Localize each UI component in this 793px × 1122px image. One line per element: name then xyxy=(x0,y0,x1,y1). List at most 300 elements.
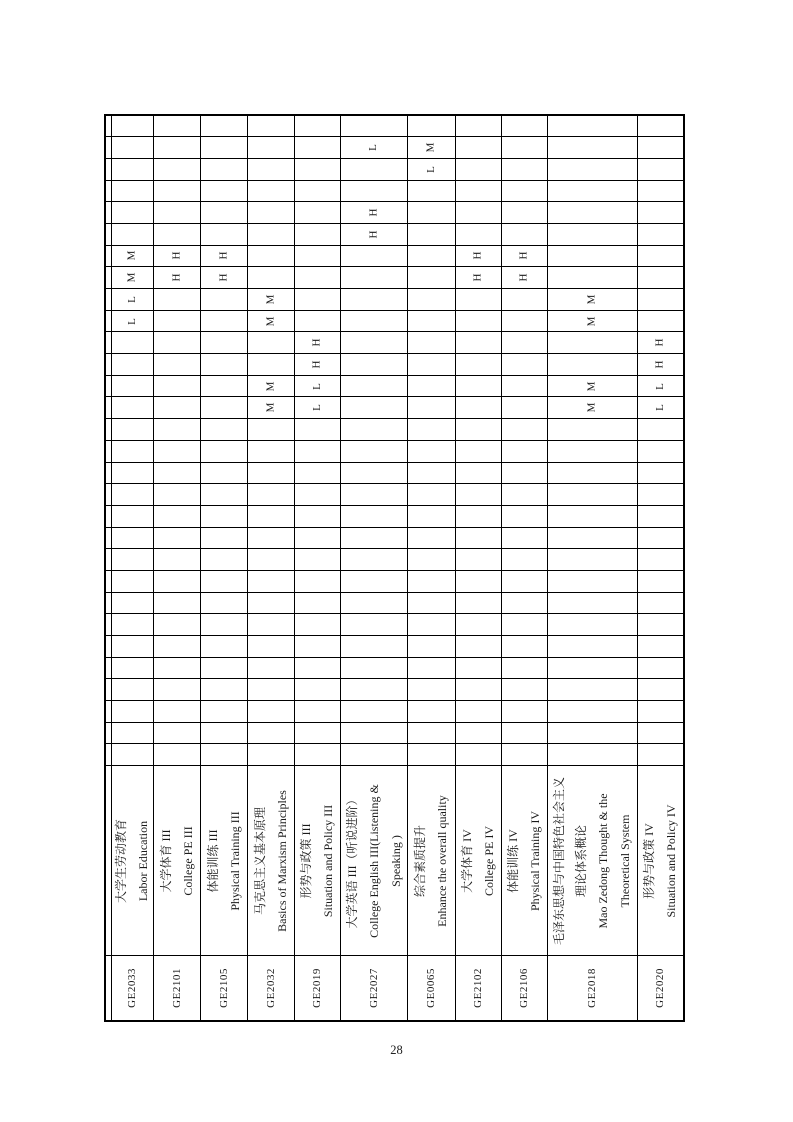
mark-cell-GE2101-r3 xyxy=(153,158,200,180)
course-code-row xyxy=(105,956,684,1021)
mark-cell-GE2018-r19 xyxy=(547,505,637,527)
mark-cell-GE2020-r14 xyxy=(637,397,684,419)
mark-cell-GE2105-r2 xyxy=(200,137,247,159)
indicator-row-30 xyxy=(105,744,684,766)
mark-cell-GE2019-r5 xyxy=(294,202,340,224)
mark-cell-GE2027-r28 xyxy=(340,701,407,723)
mark-value: H xyxy=(169,251,182,260)
mark-cell-GE2102-r1 xyxy=(455,115,501,137)
mark-cell-GE0065-r21 xyxy=(407,549,455,571)
mark-cell-GE2018-r13 xyxy=(547,375,637,397)
mark-value: H xyxy=(471,251,484,260)
mark-cell-GE2027-r21 xyxy=(340,549,407,571)
mark-cell-GE2018-r22 xyxy=(547,570,637,592)
mark-cell-GE2020-r4 xyxy=(637,180,684,202)
mark-cell-GE2102-r30 xyxy=(455,744,501,766)
mark-cell-GE0065-r11 xyxy=(407,332,455,354)
mark-cell-GE2105-r13 xyxy=(200,375,247,397)
course-code-cell-GE2033 xyxy=(111,956,153,1021)
mark-cell-GE2106-r11 xyxy=(501,332,547,354)
mark-cell-GE2019-r30 xyxy=(294,744,340,766)
rotated-text-wrapper xyxy=(408,766,455,955)
mark-cell-GE2032-r19 xyxy=(247,505,294,527)
mark-cell-GE2101-r24 xyxy=(153,614,200,636)
mark-cell-GE0065-r4 xyxy=(407,180,455,202)
mark-cell-GE2019-r29 xyxy=(294,722,340,744)
rotated-text-wrapper xyxy=(154,766,200,955)
mark-cell-GE2027-r19 xyxy=(340,505,407,527)
mark-cell-GE2027-r13 xyxy=(340,375,407,397)
mark-cell-GE2033-r24 xyxy=(111,614,153,636)
mark-cell-GE2032-r27 xyxy=(247,679,294,701)
mark-cell-GE2019-r2 xyxy=(294,137,340,159)
mark-cell-GE2018-r5 xyxy=(547,202,637,224)
mark-value: M xyxy=(585,316,598,326)
mark-cell-GE2018-r6 xyxy=(547,223,637,245)
mark-value: M xyxy=(264,381,276,391)
mark-cell-GE0065-r14 xyxy=(407,397,455,419)
mark-cell-GE2032-r30 xyxy=(247,744,294,766)
mark-cell-GE2033-r16 xyxy=(111,440,153,462)
mark-cell-GE0065-r5 xyxy=(407,202,455,224)
mark-cell-GE2019-r16 xyxy=(294,440,340,462)
mark-cell-GE2019-r27 xyxy=(294,679,340,701)
mark-cell-GE2102-r24 xyxy=(455,614,501,636)
mark-cell-GE2106-r7 xyxy=(501,245,547,267)
mark-cell-GE2101-r28 xyxy=(153,701,200,723)
mark-cell-GE2101-r1 xyxy=(153,115,200,137)
mark-cell-GE2105-r20 xyxy=(200,527,247,549)
mark-cell-GE2018-r30 xyxy=(547,744,637,766)
mark-cell-GE0065-r15 xyxy=(407,419,455,441)
mark-cell-GE2102-r2 xyxy=(455,137,501,159)
mark-cell-GE2106-r24 xyxy=(501,614,547,636)
mark-cell-GE2106-r9 xyxy=(501,289,547,311)
mark-value: L xyxy=(424,165,437,173)
rotated-text-wrapper xyxy=(456,766,501,955)
mark-cell-GE2020-r2 xyxy=(637,137,684,159)
mark-cell-GE2033-r1 xyxy=(111,115,153,137)
mark-cell-GE2106-r26 xyxy=(501,657,547,679)
mark-cell-GE2020-r6 xyxy=(637,223,684,245)
mark-cell-GE2032-r16 xyxy=(247,440,294,462)
mark-cell-GE2102-r22 xyxy=(455,570,501,592)
mark-cell-GE2019-r3 xyxy=(294,158,340,180)
mark-cell-GE2032-r9 xyxy=(247,289,294,311)
mark-cell-GE2105-r24 xyxy=(200,614,247,636)
mark-cell-GE2018-r29 xyxy=(547,722,637,744)
mark-cell-GE2105-r14 xyxy=(200,397,247,419)
mark-cell-GE2033-r30 xyxy=(111,744,153,766)
course-indicator-table xyxy=(104,114,685,1022)
mark-cell-GE2032-r4 xyxy=(247,180,294,202)
course-name-text xyxy=(155,768,199,954)
mark-cell-GE2105-r22 xyxy=(200,570,247,592)
mark-cell-GE2018-r18 xyxy=(547,484,637,506)
mark-cell-GE2018-r4 xyxy=(547,180,637,202)
mark-value: H xyxy=(216,273,229,282)
mark-cell-GE2032-r8 xyxy=(247,267,294,289)
mark-cell-GE2033-r19 xyxy=(111,505,153,527)
mark-cell-GE2027-r18 xyxy=(340,484,407,506)
mark-cell-GE2033-r27 xyxy=(111,679,153,701)
mark-cell-GE2101-r9 xyxy=(153,289,200,311)
mark-cell-GE0065-r2 xyxy=(407,137,455,159)
mark-cell-GE2027-r14 xyxy=(340,397,407,419)
course-code-text: GE2020 xyxy=(654,968,667,1008)
mark-cell-GE2032-r15 xyxy=(247,419,294,441)
course-name-line: 形势与政策 IV xyxy=(642,822,657,899)
mark-cell-GE2019-r9 xyxy=(294,289,340,311)
course-code-text: GE2102 xyxy=(472,968,484,1008)
mark-cell-GE2106-r6 xyxy=(501,223,547,245)
rotated-text-wrapper xyxy=(548,956,637,1020)
mark-cell-GE2102-r17 xyxy=(455,462,501,484)
course-name-line: College English III(Listening & xyxy=(366,783,381,938)
mark-cell-GE2106-r3 xyxy=(501,158,547,180)
mark-cell-GE2101-r30 xyxy=(153,744,200,766)
mark-cell-GE2105-r27 xyxy=(200,679,247,701)
mark-cell-GE2106-r1 xyxy=(501,115,547,137)
rotated-text-wrapper xyxy=(456,956,501,1020)
mark-cell-GE2019-r18 xyxy=(294,484,340,506)
mark-cell-GE2032-r3 xyxy=(247,158,294,180)
mark-cell-GE2033-r17 xyxy=(111,462,153,484)
mark-cell-GE2105-r28 xyxy=(200,701,247,723)
course-name-line: 体能训练 III xyxy=(205,829,220,893)
mark-cell-GE2106-r25 xyxy=(501,636,547,658)
course-code-text: GE2019 xyxy=(311,968,323,1008)
mark-cell-GE2106-r12 xyxy=(501,354,547,376)
indicator-row-14 xyxy=(105,397,684,419)
mark-cell-GE2033-r5 xyxy=(111,202,153,224)
mark-cell-GE2102-r7 xyxy=(455,245,501,267)
mark-cell-GE2032-r21 xyxy=(247,549,294,571)
mark-value: H xyxy=(517,251,530,260)
indicator-row-1 xyxy=(105,115,684,137)
mark-cell-GE2027-r17 xyxy=(340,462,407,484)
mark-cell-GE2018-r11 xyxy=(547,332,637,354)
mark-cell-GE2018-r1 xyxy=(547,115,637,137)
mark-cell-GE2027-r23 xyxy=(340,592,407,614)
mark-value: M xyxy=(585,402,598,413)
mark-cell-GE2033-r9 xyxy=(111,289,153,311)
mark-cell-GE2018-r8 xyxy=(547,267,637,289)
mark-cell-GE2101-r22 xyxy=(153,570,200,592)
mark-cell-GE2020-r27 xyxy=(637,679,684,701)
mark-cell-GE2102-r26 xyxy=(455,657,501,679)
course-code-cell-GE2032 xyxy=(247,956,294,1021)
mark-cell-GE2105-r23 xyxy=(200,592,247,614)
mark-value: L xyxy=(366,144,379,151)
mark-cell-GE2033-r3 xyxy=(111,158,153,180)
mark-cell-GE0065-r28 xyxy=(407,701,455,723)
mark-cell-GE2106-r5 xyxy=(501,202,547,224)
mark-cell-GE2027-r1 xyxy=(340,115,407,137)
mark-cell-GE2032-r26 xyxy=(247,657,294,679)
mark-cell-GE2105-r30 xyxy=(200,744,247,766)
course-name-text xyxy=(409,768,453,954)
course-name-text xyxy=(249,768,293,954)
mark-cell-GE2101-r29 xyxy=(153,722,200,744)
mark-cell-GE2020-r28 xyxy=(637,701,684,723)
mark-cell-GE2033-r10 xyxy=(111,310,153,332)
mark-cell-GE2105-r1 xyxy=(200,115,247,137)
mark-cell-GE2018-r26 xyxy=(547,657,637,679)
course-name-line: 综合素质提升 xyxy=(413,824,427,897)
indicator-row-11 xyxy=(105,332,684,354)
mark-cell-GE2101-r6 xyxy=(153,223,200,245)
mark-cell-GE2033-r22 xyxy=(111,570,153,592)
mark-cell-GE2102-r9 xyxy=(455,289,501,311)
mark-cell-GE2105-r15 xyxy=(200,419,247,441)
mark-cell-GE2018-r9 xyxy=(547,289,637,311)
mark-cell-GE0065-r20 xyxy=(407,527,455,549)
mark-cell-GE2032-r28 xyxy=(247,701,294,723)
mark-cell-GE2027-r29 xyxy=(340,722,407,744)
mark-cell-GE2018-r21 xyxy=(547,549,637,571)
mark-cell-GE2018-r12 xyxy=(547,354,637,376)
mark-cell-GE2032-r5 xyxy=(247,202,294,224)
mark-cell-GE2027-r6 xyxy=(340,223,407,245)
course-name-cell-GE2033 xyxy=(111,766,153,956)
mark-cell-GE2018-r2 xyxy=(547,137,637,159)
rotated-text-wrapper xyxy=(502,766,547,955)
course-name-text xyxy=(638,768,682,954)
mark-cell-GE2027-r20 xyxy=(340,527,407,549)
mark-cell-GE2102-r5 xyxy=(455,202,501,224)
mark-cell-GE2105-r29 xyxy=(200,722,247,744)
course-code-cell-GE2106 xyxy=(501,956,547,1021)
mark-cell-GE2020-r24 xyxy=(637,614,684,636)
mark-cell-GE2018-r17 xyxy=(547,462,637,484)
course-name-line: 大学英语 III（听说进阶） xyxy=(344,793,359,929)
mark-cell-GE0065-r18 xyxy=(407,484,455,506)
mark-cell-GE2019-r4 xyxy=(294,180,340,202)
mark-cell-GE2019-r8 xyxy=(294,267,340,289)
mark-cell-GE2019-r20 xyxy=(294,527,340,549)
mark-cell-GE2027-r3 xyxy=(340,158,407,180)
mark-cell-GE2105-r10 xyxy=(200,310,247,332)
mark-cell-GE2032-r13 xyxy=(247,375,294,397)
mark-cell-GE2101-r15 xyxy=(153,419,200,441)
course-code-text: GE2033 xyxy=(126,968,138,1008)
mark-cell-GE2106-r16 xyxy=(501,440,547,462)
rotated-text-wrapper xyxy=(112,766,153,955)
mark-cell-GE2033-r25 xyxy=(111,636,153,658)
mark-cell-GE2106-r14 xyxy=(501,397,547,419)
mark-cell-GE2105-r18 xyxy=(200,484,247,506)
indicator-row-20 xyxy=(105,527,684,549)
mark-cell-GE2020-r8 xyxy=(637,267,684,289)
mark-cell-GE0065-r7 xyxy=(407,245,455,267)
mark-cell-GE2102-r13 xyxy=(455,375,501,397)
course-name-cell-GE2018 xyxy=(547,766,637,956)
course-name-line: Physical Training III xyxy=(227,810,242,911)
mark-value: M xyxy=(424,142,437,153)
mark-cell-GE2019-r14 xyxy=(294,397,340,419)
mark-cell-GE2020-r13 xyxy=(637,375,684,397)
mark-cell-GE2101-r23 xyxy=(153,592,200,614)
mark-cell-GE2101-r14 xyxy=(153,397,200,419)
mark-value: M xyxy=(264,294,276,305)
mark-cell-GE2106-r23 xyxy=(501,592,547,614)
mark-cell-GE2102-r10 xyxy=(455,310,501,332)
mark-cell-GE2106-r21 xyxy=(501,549,547,571)
course-name-text xyxy=(502,768,546,954)
mark-cell-GE2019-r28 xyxy=(294,701,340,723)
mark-cell-GE2032-r24 xyxy=(247,614,294,636)
mark-value: H xyxy=(653,360,666,369)
mark-cell-GE2102-r4 xyxy=(455,180,501,202)
mark-cell-GE2033-r11 xyxy=(111,332,153,354)
mark-cell-GE2020-r26 xyxy=(637,657,684,679)
course-name-line: Physical Training IV xyxy=(528,810,542,911)
mark-value: M xyxy=(264,402,276,413)
mark-cell-GE2106-r20 xyxy=(501,527,547,549)
mark-cell-GE2101-r21 xyxy=(153,549,200,571)
course-code-cell-GE2018 xyxy=(547,956,637,1021)
indicator-row-16 xyxy=(105,440,684,462)
mark-cell-GE2105-r12 xyxy=(200,354,247,376)
mark-cell-GE2019-r19 xyxy=(294,505,340,527)
mark-cell-GE2033-r26 xyxy=(111,657,153,679)
mark-cell-GE2027-r8 xyxy=(340,267,407,289)
mark-value: L xyxy=(653,404,666,412)
course-name-text xyxy=(295,768,339,954)
mark-cell-GE2018-r27 xyxy=(547,679,637,701)
course-name-line: 马克思主义基本原理 xyxy=(252,806,267,915)
mark-cell-GE2102-r11 xyxy=(455,332,501,354)
mark-cell-GE2020-r9 xyxy=(637,289,684,311)
mark-cell-GE2105-r11 xyxy=(200,332,247,354)
mark-cell-GE2101-r4 xyxy=(153,180,200,202)
rotated-text-wrapper xyxy=(408,956,455,1020)
mark-cell-GE2027-r22 xyxy=(340,570,407,592)
indicator-row-6 xyxy=(105,223,684,245)
mark-cell-GE2032-r2 xyxy=(247,137,294,159)
course-name-line: College PE III xyxy=(180,825,195,896)
course-name-text xyxy=(110,768,154,954)
rotated-text-wrapper xyxy=(548,766,637,955)
mark-cell-GE2033-r28 xyxy=(111,701,153,723)
indicator-row-3 xyxy=(105,158,684,180)
rotated-text-wrapper xyxy=(341,956,407,1020)
mark-cell-GE2105-r7 xyxy=(200,245,247,267)
mark-value: L xyxy=(310,404,323,412)
course-name-cell-GE2102 xyxy=(455,766,501,956)
mark-cell-GE2032-r29 xyxy=(247,722,294,744)
mark-cell-GE2033-r2 xyxy=(111,137,153,159)
rotated-text-wrapper xyxy=(154,956,200,1020)
mark-cell-GE2106-r8 xyxy=(501,267,547,289)
course-name-cell-GE2019 xyxy=(294,766,340,956)
mark-value: L xyxy=(125,317,138,325)
mark-cell-GE2106-r27 xyxy=(501,679,547,701)
mark-cell-GE0065-r25 xyxy=(407,636,455,658)
mark-cell-GE2019-r25 xyxy=(294,636,340,658)
course-name-line: Labor Education xyxy=(136,820,150,901)
mark-value: M xyxy=(125,272,138,283)
mark-cell-GE0065-r10 xyxy=(407,310,455,332)
mark-cell-GE2018-r25 xyxy=(547,636,637,658)
mark-cell-GE2027-r26 xyxy=(340,657,407,679)
mark-cell-GE2102-r19 xyxy=(455,505,501,527)
mark-cell-GE2102-r8 xyxy=(455,267,501,289)
mark-cell-GE2033-r8 xyxy=(111,267,153,289)
mark-cell-GE0065-r3 xyxy=(407,158,455,180)
indicator-row-25 xyxy=(105,636,684,658)
course-code-text: GE0065 xyxy=(425,968,437,1008)
course-code-cell-GE2102 xyxy=(455,956,501,1021)
course-code-cell-GE2019 xyxy=(294,956,340,1021)
mark-value: M xyxy=(585,381,598,391)
course-name-line: Basics of Marxism Principles xyxy=(274,789,289,932)
mark-cell-GE2018-r23 xyxy=(547,592,637,614)
mark-cell-GE2027-r27 xyxy=(340,679,407,701)
mark-cell-GE2032-r6 xyxy=(247,223,294,245)
mark-cell-GE0065-r23 xyxy=(407,592,455,614)
mark-cell-GE2020-r17 xyxy=(637,462,684,484)
course-code-cell-GE0065 xyxy=(407,956,455,1021)
indicator-row-23 xyxy=(105,592,684,614)
mark-cell-GE2102-r29 xyxy=(455,722,501,744)
mark-cell-GE2033-r13 xyxy=(111,375,153,397)
mark-cell-GE2019-r21 xyxy=(294,549,340,571)
mark-cell-GE2019-r26 xyxy=(294,657,340,679)
mark-value: H xyxy=(471,273,484,282)
indicator-row-4 xyxy=(105,180,684,202)
mark-cell-GE2101-r16 xyxy=(153,440,200,462)
mark-cell-GE2101-r25 xyxy=(153,636,200,658)
mark-cell-GE2018-r20 xyxy=(547,527,637,549)
course-name-line: 毛泽东思想与中国特色社会主义 xyxy=(552,776,566,945)
course-code-text: GE2018 xyxy=(586,968,598,1008)
mark-cell-GE0065-r27 xyxy=(407,679,455,701)
mark-value: H xyxy=(169,273,182,282)
rotated-text-wrapper xyxy=(295,956,340,1020)
mark-cell-GE2032-r22 xyxy=(247,570,294,592)
mark-cell-GE2102-r27 xyxy=(455,679,501,701)
rotated-text-wrapper xyxy=(201,766,247,955)
mark-cell-GE2102-r3 xyxy=(455,158,501,180)
mark-value: L xyxy=(653,382,666,390)
mark-cell-GE2020-r16 xyxy=(637,440,684,462)
course-name-cell-GE2105 xyxy=(200,766,247,956)
mark-cell-GE2106-r30 xyxy=(501,744,547,766)
mark-cell-GE0065-r22 xyxy=(407,570,455,592)
mark-cell-GE0065-r29 xyxy=(407,722,455,744)
mark-cell-GE2105-r26 xyxy=(200,657,247,679)
indicator-row-17 xyxy=(105,462,684,484)
mark-value: M xyxy=(125,251,138,261)
mark-value: M xyxy=(264,316,276,326)
mark-cell-GE2020-r15 xyxy=(637,419,684,441)
mark-cell-GE2019-r13 xyxy=(294,375,340,397)
course-code-cell-GE2027 xyxy=(340,956,407,1021)
mark-cell-GE2018-r3 xyxy=(547,158,637,180)
indicator-row-27 xyxy=(105,679,684,701)
mark-value: M xyxy=(585,294,598,305)
mark-cell-GE2101-r18 xyxy=(153,484,200,506)
mark-cell-GE2102-r6 xyxy=(455,223,501,245)
mark-cell-GE2019-r15 xyxy=(294,419,340,441)
course-name-line: College PE IV xyxy=(482,825,496,896)
indicator-row-8 xyxy=(105,267,684,289)
mark-cell-GE2032-r11 xyxy=(247,332,294,354)
course-name-line: Situation and Policy IV xyxy=(664,804,679,918)
course-name-text xyxy=(548,768,636,954)
